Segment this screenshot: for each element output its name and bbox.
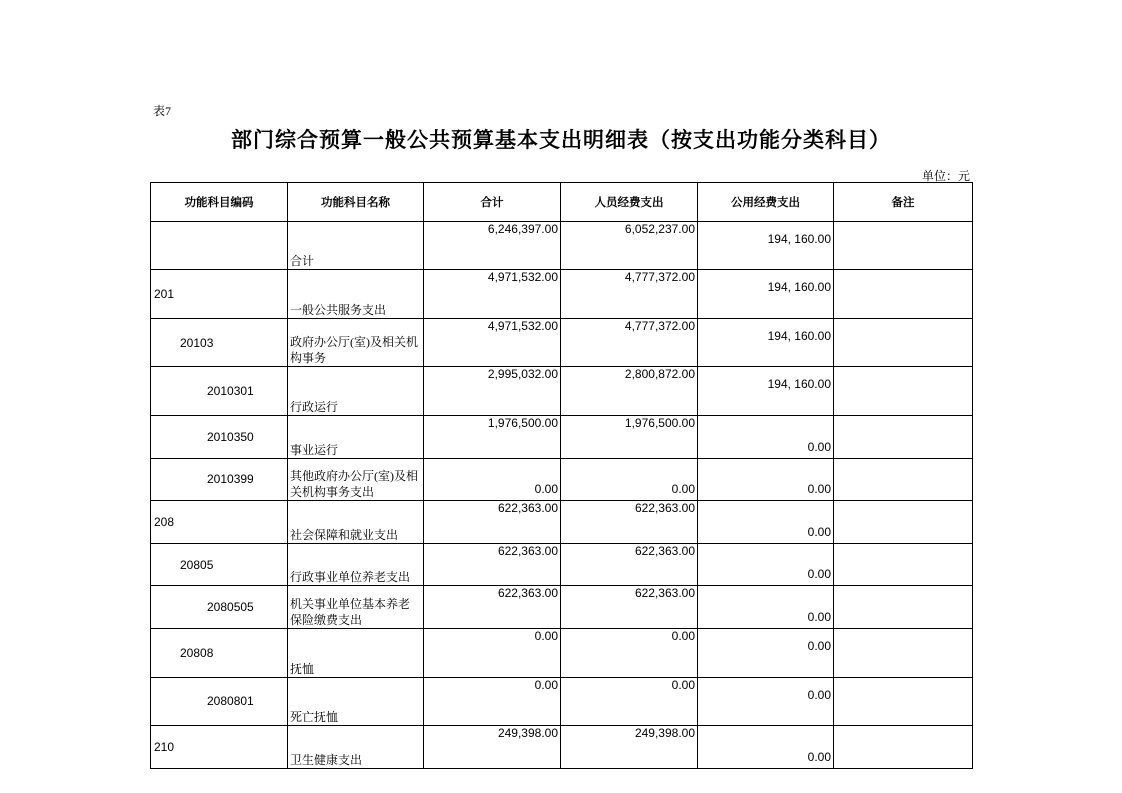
header-row: [151, 183, 973, 222]
row-total: 0.00: [424, 458, 561, 501]
row-personnel: 6,052,237.00: [561, 221, 698, 270]
row-name: 行政事业单位养老支出: [288, 543, 424, 586]
row-code: 20808: [151, 628, 288, 677]
header-name: 功能科目名称: [288, 183, 424, 222]
row-code: 20805: [151, 543, 288, 586]
row-public: 0.00: [698, 415, 834, 458]
row-total: 622,363.00: [424, 543, 561, 586]
row-total: 4,971,532.00: [424, 318, 561, 367]
row-personnel: 622,363.00: [561, 501, 698, 544]
row-total: 1,976,500.00: [424, 415, 561, 458]
row-name: 政府办公厅(室)及相关机构事务: [288, 318, 424, 367]
row-total: 6,246,397.00: [424, 221, 561, 270]
row-public: 194, 160.00: [698, 270, 834, 319]
row-total: 249,398.00: [424, 726, 561, 769]
row-public: 0.00: [698, 543, 834, 586]
row-public: 0.00: [698, 586, 834, 629]
row-remarks: [834, 458, 973, 501]
header-personnel: 人员经费支出: [561, 183, 698, 222]
header-public: 公用经费支出: [698, 183, 834, 222]
row-remarks: [834, 677, 973, 726]
table-row: [151, 270, 973, 319]
row-personnel: 4,777,372.00: [561, 318, 698, 367]
page-title: 部门综合预算一般公共预算基本支出明细表（按支出功能分类科目）: [231, 128, 891, 152]
header-code: 功能科目编码: [151, 183, 288, 222]
table-row: [151, 221, 973, 270]
table-row: [151, 501, 973, 544]
row-personnel: 0.00: [561, 628, 698, 677]
table-row: [151, 726, 973, 769]
row-public: 194, 160.00: [698, 221, 834, 270]
table-row: [151, 458, 973, 501]
row-remarks: [834, 367, 973, 416]
row-code: 2010399: [151, 458, 288, 501]
row-public: 0.00: [698, 677, 834, 726]
row-name: 事业运行: [288, 415, 424, 458]
row-remarks: [834, 726, 973, 769]
row-code: 2080505: [151, 586, 288, 629]
row-code: 2010301: [151, 367, 288, 416]
row-code: 210: [151, 726, 288, 769]
row-remarks: [834, 628, 973, 677]
row-code: 2010350: [151, 415, 288, 458]
header-total: 合计: [424, 183, 561, 222]
unit-label: 单位：元: [921, 169, 970, 183]
table-row: [151, 628, 973, 677]
table-row: [151, 677, 973, 726]
row-name: 死亡抚恤: [288, 677, 424, 726]
row-personnel: 622,363.00: [561, 586, 698, 629]
header-remarks: 备注: [834, 183, 973, 222]
row-public: 194, 160.00: [698, 318, 834, 367]
row-total: 622,363.00: [424, 501, 561, 544]
row-remarks: [834, 501, 973, 544]
row-name: 一般公共服务支出: [288, 270, 424, 319]
row-total: 4,971,532.00: [424, 270, 561, 319]
row-personnel: 249,398.00: [561, 726, 698, 769]
row-public: 0.00: [698, 501, 834, 544]
budget-table: [150, 182, 973, 769]
row-code: 20103: [151, 318, 288, 367]
row-remarks: [834, 318, 973, 367]
row-name: 卫生健康支出: [288, 726, 424, 769]
row-total: 0.00: [424, 677, 561, 726]
row-personnel: 2,800,872.00: [561, 367, 698, 416]
row-code: 201: [151, 270, 288, 319]
row-public: 0.00: [698, 726, 834, 769]
row-public: 194, 160.00: [698, 367, 834, 416]
table-row: [151, 415, 973, 458]
row-name: 其他政府办公厅(室)及相关机构事务支出: [288, 458, 424, 501]
row-personnel: 4,777,372.00: [561, 270, 698, 319]
row-name: 社会保障和就业支出: [288, 501, 424, 544]
row-personnel: 622,363.00: [561, 543, 698, 586]
row-name: 合计: [288, 221, 424, 270]
table-row: [151, 318, 973, 367]
table-label: 表7: [153, 104, 172, 118]
row-code: [151, 221, 288, 270]
row-name: 行政运行: [288, 367, 424, 416]
row-name: 机关事业单位基本养老保险缴费支出: [288, 586, 424, 629]
row-personnel: 0.00: [561, 458, 698, 501]
row-public: 0.00: [698, 458, 834, 501]
row-code: 208: [151, 501, 288, 544]
row-total: 0.00: [424, 628, 561, 677]
table-row: [151, 586, 973, 629]
table-row: [151, 543, 973, 586]
row-name: 抚恤: [288, 628, 424, 677]
row-code: 2080801: [151, 677, 288, 726]
row-total: 622,363.00: [424, 586, 561, 629]
table-row: [151, 367, 973, 416]
row-remarks: [834, 586, 973, 629]
row-remarks: [834, 221, 973, 270]
row-personnel: 1,976,500.00: [561, 415, 698, 458]
row-public: 0.00: [698, 628, 834, 677]
row-remarks: [834, 543, 973, 586]
row-remarks: [834, 270, 973, 319]
row-total: 2,995,032.00: [424, 367, 561, 416]
row-personnel: 0.00: [561, 677, 698, 726]
row-remarks: [834, 415, 973, 458]
